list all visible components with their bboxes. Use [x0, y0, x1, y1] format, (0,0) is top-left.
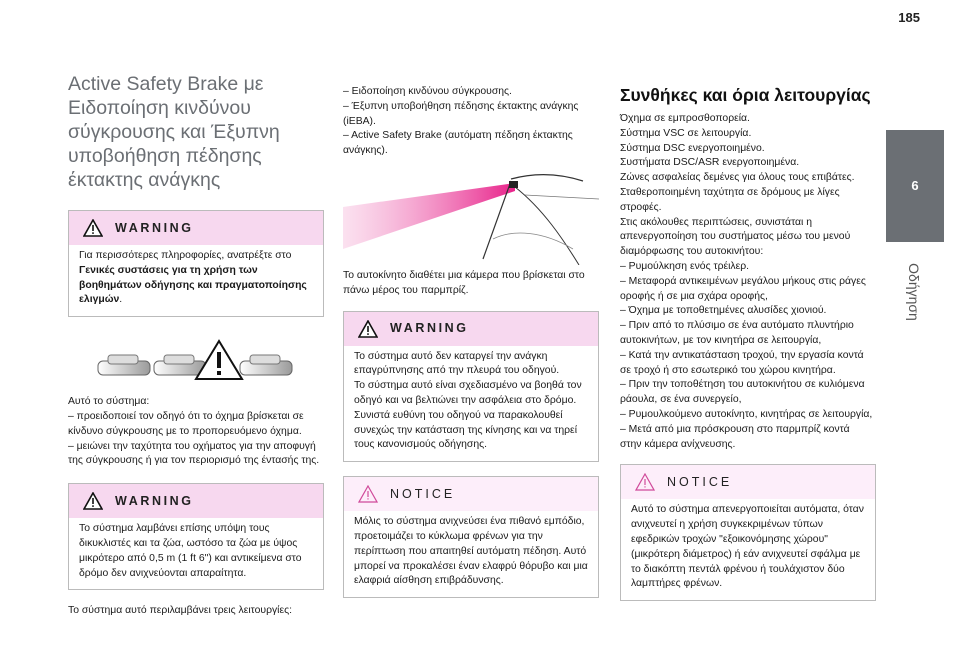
- functions-list: – Ειδοποίηση κινδύνου σύγκρουσης. – Έξυπνη υποβοήθηση πέδησης έκτακτης ανάγκης (iEBA). – Active Safety Brake (αυτόματη πέδηση έκτακτης ανάγκης).: [343, 86, 579, 157]
- chapter-number: 6: [911, 178, 919, 193]
- camera-description: Το αυτοκίνητο διαθέτει μια κάμερα που βρίσκεται στο πάνω μέρος του παρμπρίζ.: [343, 269, 585, 296]
- warning-box-vigilance: [343, 311, 599, 463]
- warning-triangle-icon: [83, 219, 103, 237]
- notice-header: NOTICE: [621, 465, 875, 499]
- warning-text: Το σύστημα αυτό δεν καταργεί την ανάγκη επαγρύπνησης από την πλευρά του οδηγού. Το σύστημα αυτό είναι σχεδιασμένο να βοηθά τον οδηγό και να βελτιώνει την ασφάλεια στο δρόμο. Συνιστά ευθύνη του οδηγού να παρακολουθεί συνεχώς την κατάσταση της κίνησης και να τηρεί τους κανονισμούς οδήγησης.: [354, 350, 582, 451]
- warning-text: Για περισσότερες πληροφορίες, ανατρέξτε στο Γενικές συστάσεις για τη χρήση των βοηθημάτων οδήγησης και πραγματοποίησης ελιγμών.: [79, 250, 307, 306]
- middle-column: [343, 85, 599, 598]
- notice-triangle-icon: [635, 473, 655, 491]
- chapter-tab: [886, 130, 944, 242]
- notice-box-deactivation: [620, 464, 876, 601]
- warning-triangle-icon: [83, 492, 103, 510]
- warning-triangle-icon: [358, 320, 378, 338]
- section-title: Active Safety Brake με Ειδοποίηση κινδύνου σύγκρουσης και Έξυπνη υποβοήθηση πέδησης έκτακτης ανάγκης: [68, 73, 280, 191]
- warning-header: WARNING: [344, 312, 598, 346]
- warning-box-detection: [68, 483, 324, 590]
- collision-illustration: [68, 333, 324, 389]
- notice-text: Μόλις το σύστημα ανιχνεύσει ένα πιθανό εμπόδιο, προετοιμάζει το κύκλωμα φρένων για την περίπτωση που απαιτηθεί αυτόματη πέδηση. Αυτό μπορεί να προκαλέσει έναν ελαφρύ θόρυβο και μια ελαφριά αίσθηση επιβράδυνσης.: [354, 516, 588, 587]
- notice-text: Αυτό το σύστημα απενεργοποιείται αυτόματα, όταν ανιχνευτεί η χρήση συγκεκριμένων τύπων εφεδρικών τροχών "εξοικονόμησης χώρου" (μικρότερη διάμετρος) ή εάν ανιχνευτεί σφάλμα με το διακόπτη πεντάλ φρένου ή τουλάχιστον δύο λαμπτήρες φρένων.: [631, 504, 864, 590]
- system-description: Αυτό το σύστημα: – προειδοποιεί τον οδηγό ότι το όχημα βρίσκεται σε κίνδυνο σύγκρουσης με το προπορευόμενο όχημα. – μειώνει την ταχύτητα του οχήματος για την αποφυγή της σύγκρουσης ή για τον περιορισμό της έντασής της.: [68, 396, 320, 467]
- page-number: 185: [898, 10, 920, 25]
- cars-warning-icon: [94, 335, 294, 385]
- chapter-title: Οδήγηση: [906, 263, 922, 321]
- functions-intro: Το σύστημα αυτό περιλαμβάνει τρεις λειτουργίες:: [68, 605, 293, 617]
- notice-box-braking: [343, 476, 599, 598]
- notice-header: NOTICE: [344, 477, 598, 511]
- right-column: [620, 84, 876, 601]
- left-column: [68, 72, 324, 619]
- chapter-title-container: [894, 248, 934, 338]
- warning-header: WARNING: [69, 211, 323, 245]
- warning-text: Το σύστημα λαμβάνει επίσης υπόψη τους δικυκλιστές και τα ζώα, ωστόσο τα ζώα με ύψος μικρότερο από 0,5 m (1 ft 6") και αντικείμενα στο δρόμο δεν ανιχνεύονται απαραίτητα.: [79, 523, 302, 579]
- conditions-title: Συνθήκες και όρια λειτουργίας: [620, 85, 871, 105]
- warning-box-general: [68, 210, 324, 317]
- warning-header: WARNING: [69, 484, 323, 518]
- notice-triangle-icon: [358, 485, 378, 503]
- windscreen-camera-icon: [343, 169, 599, 265]
- conditions-list: Όχημα σε εμπροσθοπορεία. Σύστημα VSC σε λειτουργία. Σύστημα DSC ενεργοποιημένο. Συστήματα DSC/ASR ενεργοποιημένα. Ζώνες ασφαλείας δεμένες για όλους τους επιβάτες. Σταθεροποιημένη ταχύτητα σε δρόμους με λίγες στροφές. Στις ακόλουθες περιπτώσεις, συνιστάται η απενεργοποίηση του συστήματος μέσω του μενού διαμόρφωσης του αυτοκινήτου: – Ρυμούλκηση ενός τρέιλερ. – Μεταφορά αντικειμένων μεγάλου μήκους στις ράγες οροφής ή σε μια σχάρα οροφής, – Όχημα με τοποθετημένες αλυσίδες χιονιού. – Πριν από το πλύσιμο σε ένα αυτόματο πλυντήριο αυτοκινήτων, με τον κινητήρα σε λειτουργία, – Κατά την αντικατάσταση τροχού, την εργασία κοντά σε τροχό ή στο εσωτερικό του χώρου κινητήρα. – Πριν την τοποθέτηση του αυτοκινήτου σε κυλιόμενα ράουλα, σε ένα συνεργείο, – Ρυμουλκούμενο αυτοκίνητο, κινητήρας σε λειτουργία, – Μετά από μια πρόσκρουση στο παρμπρίζ κοντά στην κάμερα ανίχνευσης.: [620, 113, 873, 450]
- camera-illustration: [343, 169, 599, 267]
